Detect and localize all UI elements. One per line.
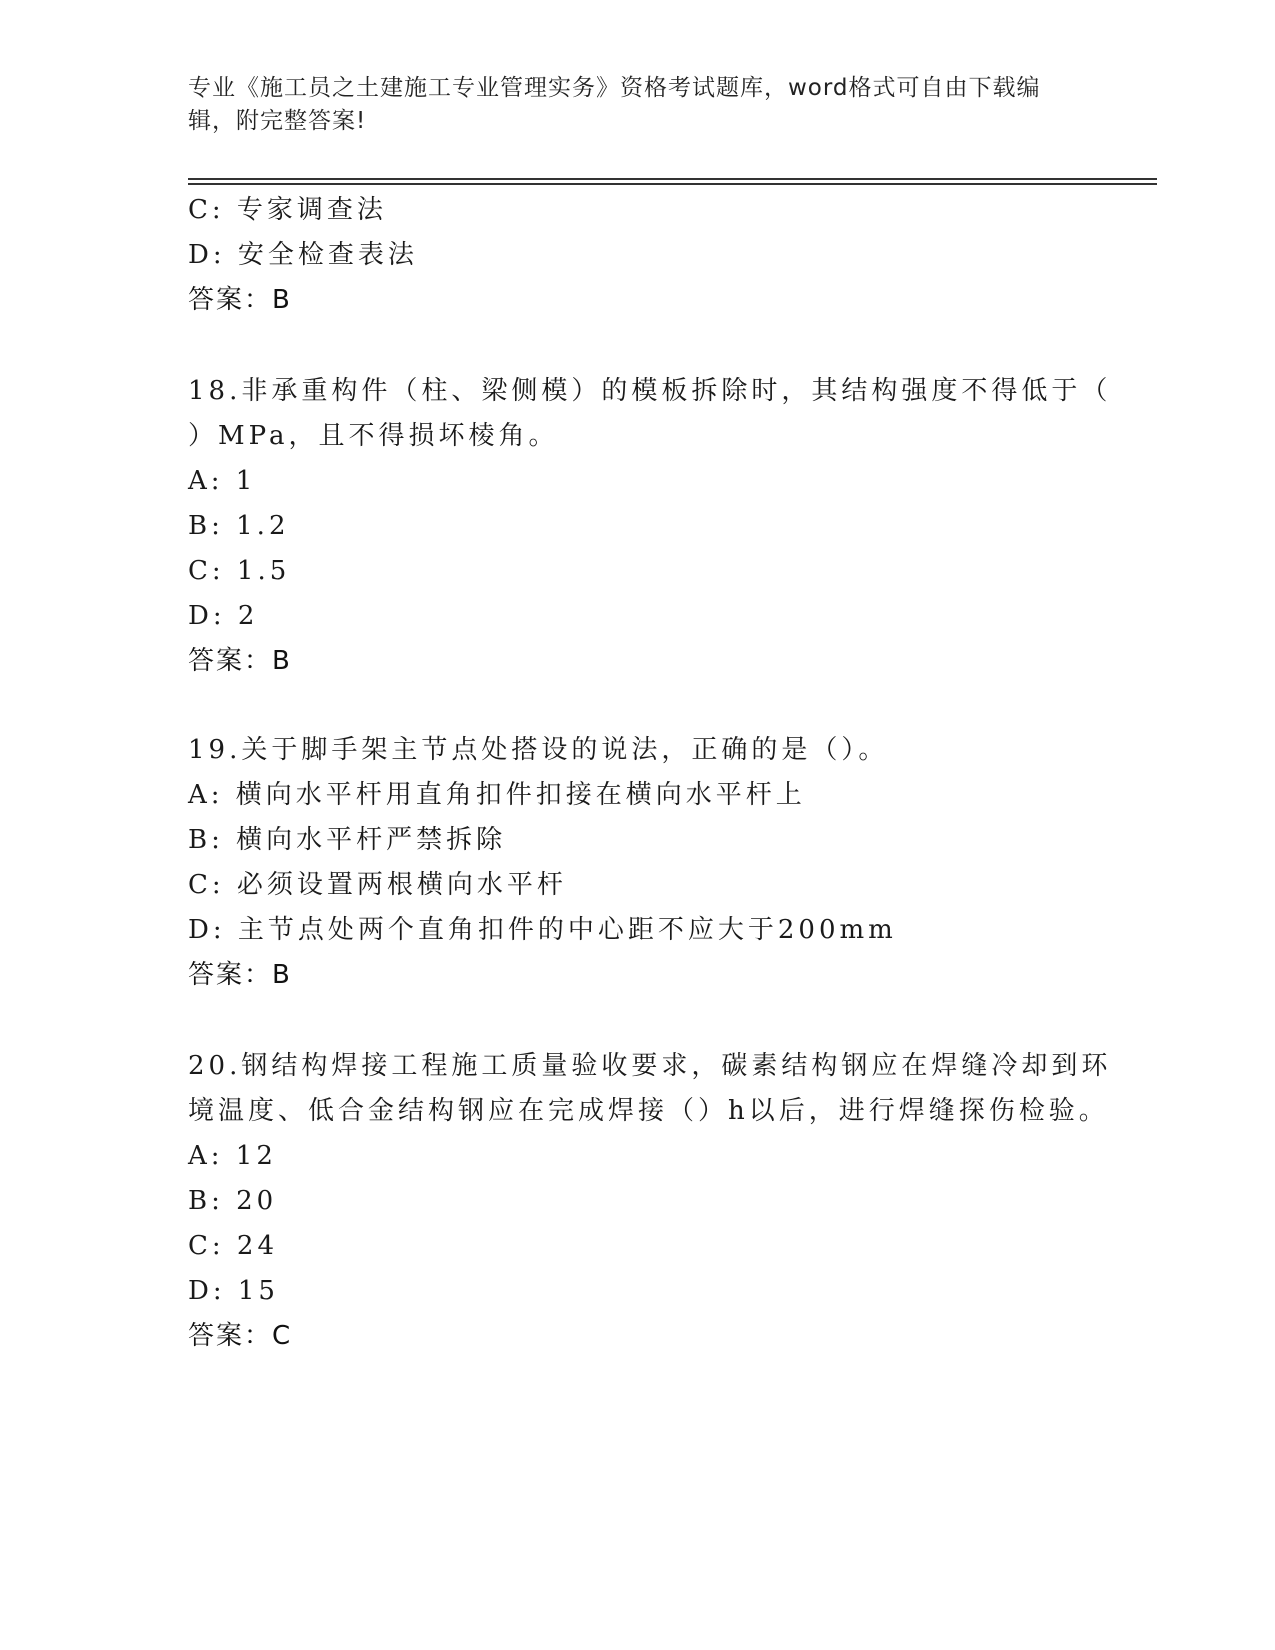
q20-stem-line-2: 境温度、低合金结构钢应在完成焊接（）h以后，进行焊缝探伤检验。 [188, 1096, 1109, 1126]
q18-option-a: A: 1 [188, 466, 257, 496]
q18-option-b: B: 1.2 [188, 511, 290, 541]
q19-option-d: D: 主节点处两个直角扣件的中心距不应大于200mm [188, 915, 897, 945]
q17-option-d: D: 安全检查表法 [188, 240, 418, 270]
header-line-1: 专业《施工员之土建施工专业管理实务》资格考试题库，word格式可自由下载编 [188, 75, 1041, 101]
q19-stem-line-1: 19.关于脚手架主节点处搭设的说法，正确的是（）。 [188, 735, 889, 765]
q17-answer: 答案：B [188, 285, 292, 315]
q20-option-a: A: 12 [188, 1141, 277, 1171]
q20-option-c: C: 24 [188, 1231, 279, 1261]
q19-answer: 答案：B [188, 960, 292, 990]
q20-option-b: B: 20 [188, 1186, 278, 1216]
q20-answer: 答案：C [188, 1321, 293, 1351]
header-divider-top [188, 178, 1157, 180]
q17-option-c: C: 专家调查法 [188, 195, 387, 225]
q18-answer: 答案：B [188, 646, 292, 676]
q20-stem-line-1: 20.钢结构焊接工程施工质量验收要求，碳素结构钢应在焊缝冷却到环 [188, 1051, 1112, 1081]
q19-option-a: A: 横向水平杆用直角扣件扣接在横向水平杆上 [188, 780, 806, 810]
header-divider-bottom [188, 183, 1157, 185]
header-line-2: 辑，附完整答案! [188, 108, 367, 134]
q19-option-b: B: 横向水平杆严禁拆除 [188, 825, 507, 855]
q18-stem-line-2: ）MPa，且不得损坏棱角。 [188, 421, 559, 451]
document-header [188, 72, 1088, 138]
q18-option-c: C: 1.5 [188, 556, 291, 586]
q20-option-d: D: 15 [188, 1276, 279, 1306]
q18-stem-line-1: 18.非承重构件（柱、梁侧模）的模板拆除时，其结构强度不得低于（ [188, 376, 1112, 406]
q18-option-d: D: 2 [188, 601, 259, 631]
q19-option-c: C: 必须设置两根横向水平杆 [188, 870, 567, 900]
